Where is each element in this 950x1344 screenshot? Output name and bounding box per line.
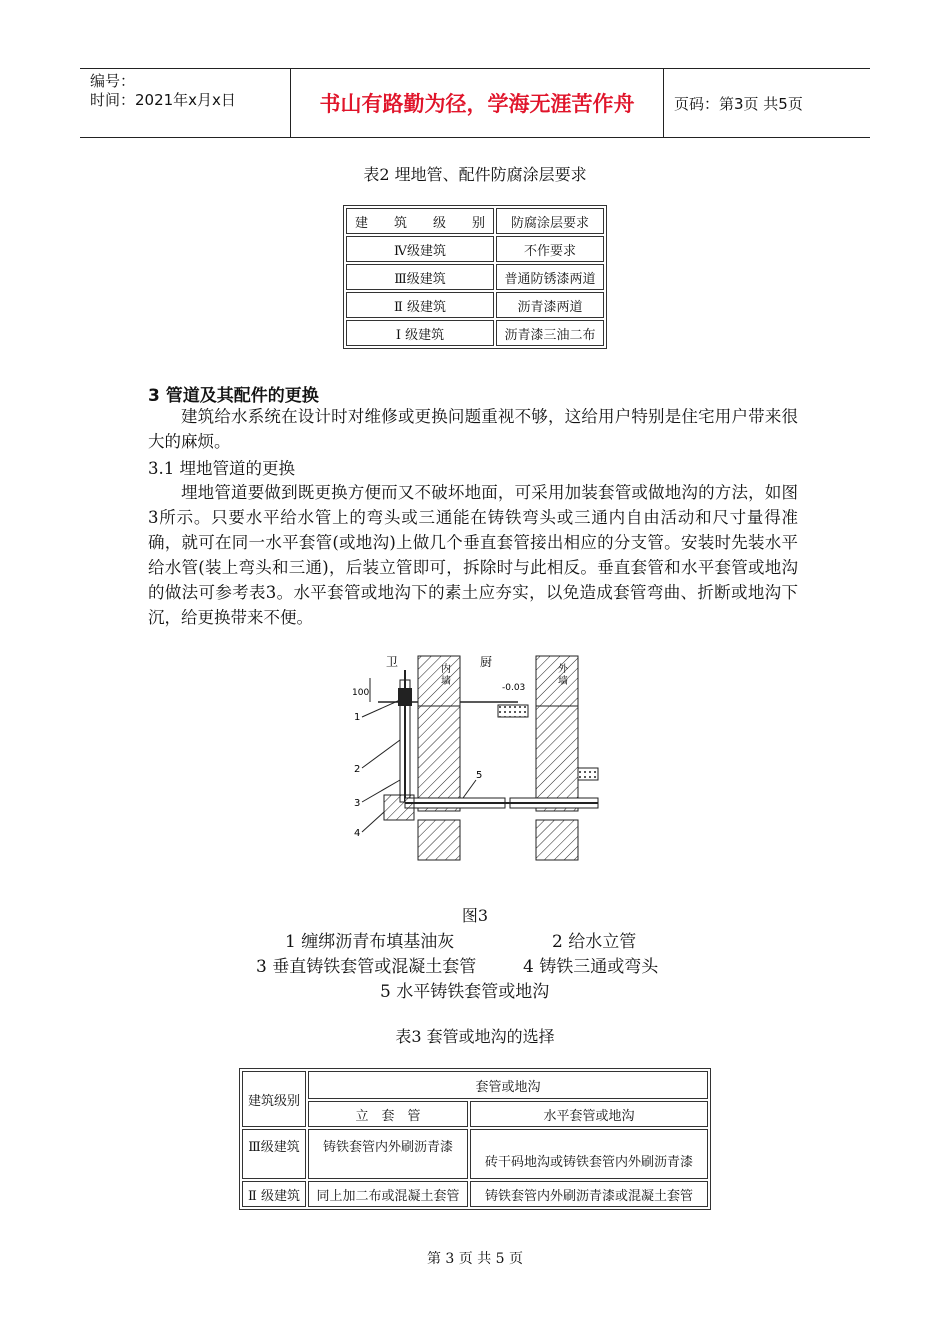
table3-header-row bbox=[242, 1071, 708, 1099]
table2-header-coating: 防腐涂层要求 bbox=[496, 208, 604, 234]
inner-wall-footing bbox=[418, 820, 460, 860]
table-cell: Ⅲ级建筑 bbox=[242, 1129, 306, 1179]
label-chu: 厨 bbox=[480, 655, 493, 669]
outer-wall-upper bbox=[536, 656, 578, 706]
label-wei: 卫 bbox=[386, 655, 399, 669]
table3-header-vertical: 立 套 管 bbox=[308, 1101, 468, 1127]
table-row bbox=[242, 1129, 708, 1179]
section-3-1-title: 3.1 埋地管道的更换 bbox=[148, 459, 295, 478]
table-cell: 普通防锈漆两道 bbox=[496, 264, 604, 290]
header-motto: 书山有路勤为径，学海无涯苦作舟 bbox=[291, 69, 664, 137]
label-1: 1 bbox=[354, 712, 361, 723]
table-cell: Ⅱ 级建筑 bbox=[346, 292, 494, 318]
label-2: 2 bbox=[354, 764, 361, 775]
label-elevation: -0.03 bbox=[502, 683, 526, 693]
table-row bbox=[346, 292, 604, 318]
table3-header-group: 套管或地沟 bbox=[308, 1071, 708, 1099]
table3 bbox=[239, 1068, 711, 1210]
table-cell: Ⅰ 级建筑 bbox=[346, 320, 494, 346]
label-3: 3 bbox=[354, 798, 361, 809]
figure-3-drawing bbox=[348, 650, 606, 862]
legend-item-2: 2 给水立管 bbox=[552, 932, 637, 952]
figure-3-caption: 图3 bbox=[461, 906, 489, 925]
label-nei: 内 bbox=[441, 664, 451, 675]
section-3-1-paragraph: 埋地管道要做到既更换方便而又不破坏地面，可采用加装套管或做地沟的方法，如图3所示。只要水平给水管上的弯头或三通能在铸铁弯头或三通内自由活动和尺寸量得准确，就可在同一水平套管(或地沟)上做几个垂直套管接出相应的分支管。安装时先装水平给水管(装上弯头和三通)，后装立管即可，拆除时与此相反。垂直套管和水平套管或地沟的做法可参考表3。水平套管或地沟下的素土应夯实，以免造成套管弯曲、折断或地沟下沉，给更换带来不便。 bbox=[148, 483, 798, 627]
header-number: 编号： bbox=[90, 72, 136, 90]
inner-wall-lower bbox=[418, 706, 460, 811]
table-cell: 铸铁套管内外刷沥青漆 bbox=[308, 1129, 468, 1179]
table-row bbox=[242, 1181, 708, 1207]
label-qiang: 墙 bbox=[558, 676, 568, 687]
header-time: 时间：2021年x月x日 bbox=[90, 91, 236, 109]
table-cell: 不作要求 bbox=[496, 236, 604, 262]
header-meta bbox=[80, 69, 291, 137]
page-header bbox=[80, 68, 870, 138]
table-cell: 同上加二布或混凝土套管 bbox=[308, 1181, 468, 1207]
legend-item-5: 5 水平铸铁套管或地沟 bbox=[380, 982, 550, 1002]
table2-header-row bbox=[346, 208, 604, 234]
leader-line bbox=[463, 780, 476, 798]
table-cell: 砖干码地沟或铸铁套管内外刷沥青漆 bbox=[470, 1129, 708, 1179]
leader-line bbox=[362, 812, 384, 832]
legend-item-4: 4 铸铁三通或弯头 bbox=[523, 957, 659, 977]
label-5: 5 bbox=[476, 770, 483, 781]
table2-caption: 表2 埋地管、配件防腐涂层要求 bbox=[363, 165, 587, 184]
table3-caption: 表3 套管或地沟的选择 bbox=[395, 1027, 555, 1046]
table-row bbox=[346, 264, 604, 290]
ground-soil bbox=[498, 705, 528, 717]
page-footer: 第 3 页 共 5 页 bbox=[426, 1251, 524, 1267]
leader-line bbox=[362, 740, 400, 768]
table-cell: Ⅳ级建筑 bbox=[346, 236, 494, 262]
ground-soil bbox=[578, 768, 598, 780]
tee-fitting-block bbox=[384, 795, 414, 820]
header-page-code: 页码：第3页 共5页 bbox=[674, 94, 803, 113]
dimension-100: 100 bbox=[352, 688, 370, 698]
legend-item-3: 3 垂直铸铁套管或混凝土套管 bbox=[256, 957, 477, 977]
label-qiang: 墙 bbox=[441, 676, 451, 687]
table-cell: Ⅱ 级建筑 bbox=[242, 1181, 306, 1207]
packing-wrap bbox=[398, 688, 412, 706]
table-cell: 沥青漆两道 bbox=[496, 292, 604, 318]
label-4: 4 bbox=[354, 828, 361, 839]
table2 bbox=[343, 205, 607, 349]
table-row bbox=[346, 320, 604, 346]
table2-header-building: 建 筑 级 别 bbox=[346, 208, 494, 234]
outer-wall-footing bbox=[536, 820, 578, 860]
table3-header-building: 建筑级别 bbox=[242, 1071, 306, 1127]
table-cell: Ⅲ级建筑 bbox=[346, 264, 494, 290]
label-wai: 外 bbox=[558, 664, 568, 675]
section-3-title: 3 管道及其配件的更换 bbox=[148, 386, 319, 406]
table3-subheader-row bbox=[242, 1101, 708, 1127]
section-3-paragraph: 建筑给水系统在设计时对维修或更换问题重视不够，这给用户特别是住宅用户带来很大的麻烦。 bbox=[148, 407, 798, 451]
inner-wall-upper bbox=[418, 656, 460, 706]
legend-item-1: 1 缠绑沥青布填基油灰 bbox=[285, 932, 455, 952]
table3-header-horizontal: 水平套管或地沟 bbox=[470, 1101, 708, 1127]
table-cell: 铸铁套管内外刷沥青漆或混凝土套管 bbox=[470, 1181, 708, 1207]
table-cell: 沥青漆三油二布 bbox=[496, 320, 604, 346]
outer-wall-lower bbox=[536, 706, 578, 811]
table-row bbox=[346, 236, 604, 262]
